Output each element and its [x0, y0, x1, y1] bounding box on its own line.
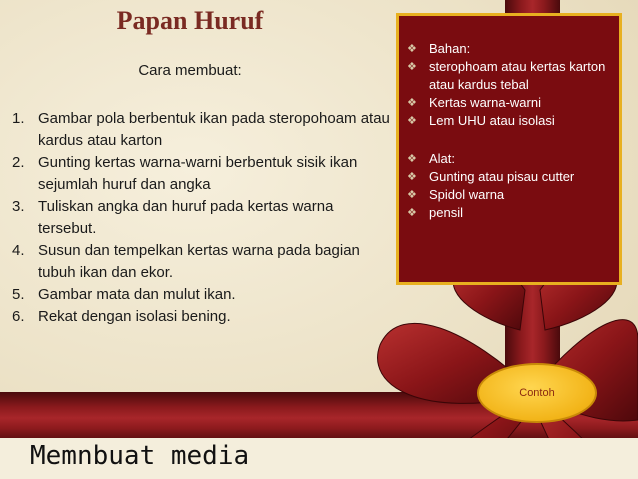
list-item	[12, 152, 392, 196]
diamond-bullet-icon: ❖	[407, 97, 417, 109]
step-text: Gunting kertas warna-warni berbentuk sisik ikan sejumlah huruf dan angka	[38, 154, 358, 193]
list-item	[12, 284, 392, 306]
step-number: 4.	[12, 242, 25, 259]
step-text: Gambar mata dan mulut ikan.	[38, 286, 236, 303]
diamond-bullet-icon: ❖	[407, 115, 417, 127]
list-item	[407, 112, 617, 130]
bahan-item: sterophoam atau kertas karton atau kardus tebal	[429, 59, 606, 92]
materials-list	[407, 40, 617, 222]
footer-title: Memnbuat media	[30, 441, 250, 471]
step-number: 1.	[12, 110, 25, 127]
diamond-bullet-icon: ❖	[407, 171, 417, 183]
list-item	[407, 168, 617, 186]
list-item	[12, 306, 392, 328]
diamond-bullet-icon: ❖	[407, 43, 417, 55]
step-number: 3.	[12, 198, 25, 215]
list-item	[407, 150, 617, 168]
steps-list	[12, 108, 392, 328]
list-item	[407, 204, 617, 222]
step-number: 5.	[12, 286, 25, 303]
list-item	[12, 196, 392, 240]
list-item	[12, 240, 392, 284]
step-text: Rekat dengan isolasi bening.	[38, 308, 231, 325]
slide-subtitle: Cara membuat:	[138, 62, 242, 79]
list-item	[407, 186, 617, 204]
list-item	[12, 108, 392, 152]
bahan-heading: Bahan:	[429, 41, 471, 56]
alat-item: Spidol warna	[429, 187, 505, 202]
step-number: 6.	[12, 308, 25, 325]
diamond-bullet-icon: ❖	[407, 189, 417, 201]
alat-item: pensil	[429, 205, 463, 220]
diamond-bullet-icon: ❖	[407, 61, 417, 73]
list-item	[407, 58, 617, 94]
alat-heading: Alat:	[429, 151, 456, 166]
step-text: Tuliskan angka dan huruf pada kertas warna tersebut.	[38, 198, 334, 237]
list-item	[407, 94, 617, 112]
step-text: Gambar pola berbentuk ikan pada steropohoam atau kardus atau karton	[38, 110, 390, 149]
slide-title: Papan Huruf	[116, 6, 264, 35]
diamond-bullet-icon: ❖	[407, 207, 417, 219]
contoh-button[interactable]: Contoh	[477, 363, 597, 423]
bahan-item: Lem UHU atau isolasi	[429, 113, 555, 128]
step-text: Susun dan tempelkan kertas warna pada bagian tubuh ikan dan ekor.	[38, 242, 360, 281]
bahan-item: Kertas warna-warni	[429, 95, 541, 110]
alat-item: Gunting atau pisau cutter	[429, 169, 575, 184]
step-number: 2.	[12, 154, 25, 171]
materials-panel	[396, 13, 622, 285]
list-item	[407, 40, 617, 58]
diamond-bullet-icon: ❖	[407, 153, 417, 165]
